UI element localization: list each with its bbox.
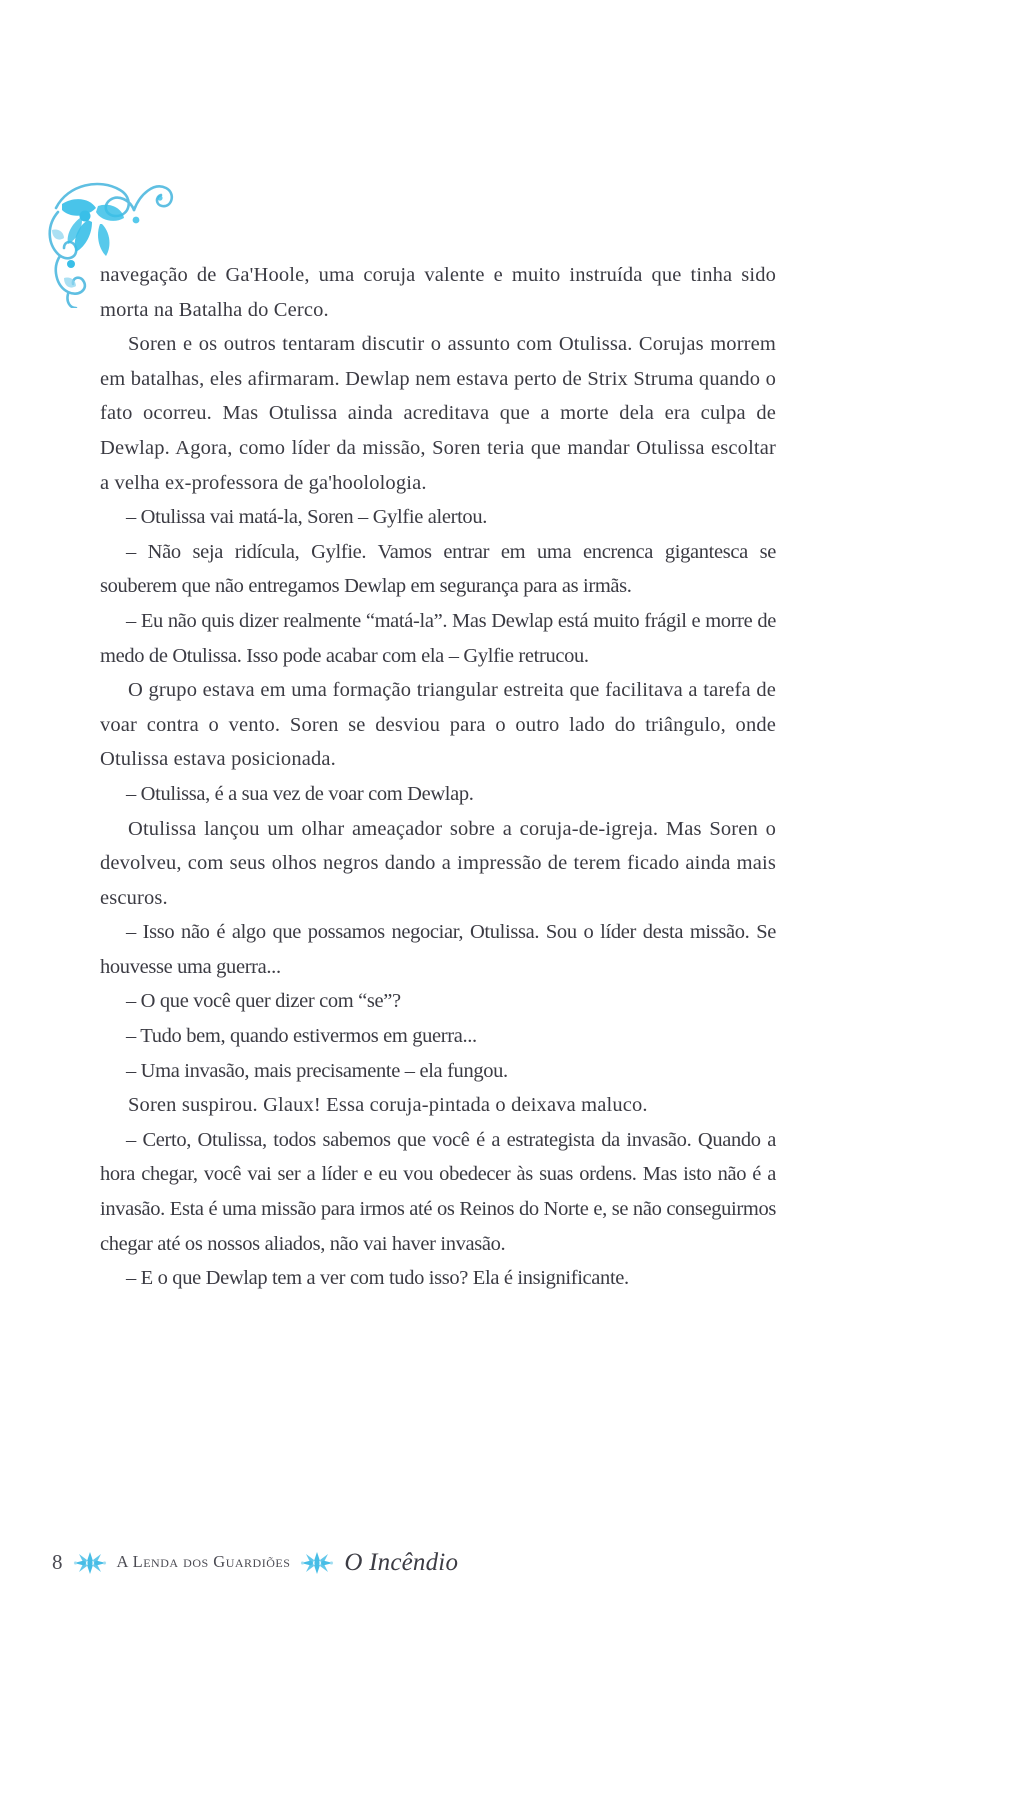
page-number: 8 — [52, 1549, 63, 1574]
paragraph-continuation: navegação de Ga'Hoole, uma coruja valente e muito instruída que tinha sido morta na Batalha do Cerco. — [100, 264, 776, 321]
dialogue-line: – Isso não é algo que possamos negociar, Otulissa. Sou o líder desta missão. Se houvesse uma guerra... — [100, 921, 776, 978]
dialogue-line: – Uma invasão, mais precisamente – ela fungou. — [126, 1059, 508, 1082]
dialogue-line: – E o que Dewlap tem a ver com tudo isso? Ela é insignificante. — [126, 1267, 629, 1290]
dialogue-line: – O que você quer dizer com “se”? — [126, 990, 401, 1013]
paragraph: Soren e os outros tentaram discutir o assunto com Otulissa. Corujas morrem em batalhas, eles afirmaram. Dewlap nem estava perto de Strix Struma quando o fato ocorreu. Mas Otulissa ainda acreditava que a morte dela era culpa de Dewlap. Agora, como líder da missão, Soren teria que mandar Otulissa escoltar a velha ex-professora de ga'hoolologia. — [100, 333, 776, 494]
snowflake-ornament — [300, 1550, 334, 1576]
book-volume-title: O Incêndio — [344, 1549, 459, 1576]
book-series-title: A Lenda dos Guardiões — [116, 1552, 291, 1571]
dialogue-line: – Não seja ridícula, Gylfie. Vamos entrar em uma encrenca gigantesca se souberem que não entregamos Dewlap em segurança para as irmãs. — [100, 540, 776, 598]
body-text-column — [100, 258, 776, 1296]
running-footer — [52, 1548, 458, 1576]
dialogue-line: – Otulissa, é a sua vez de voar com Dewlap. — [126, 782, 474, 805]
paragraph: Soren suspirou. Glaux! Essa coruja-pintada o deixava maluco. — [128, 1094, 648, 1117]
paragraph: O grupo estava em uma formação triangular estreita que facilitava a tarefa de voar contra o vento. Soren se desviou para o outro lado do triângulo, onde Otulissa estava posicionada. — [100, 679, 776, 771]
paragraph: Otulissa lançou um olhar ameaçador sobre a coruja-de-igreja. Mas Soren o devolveu, com seus olhos negros dando a impressão de terem ficado ainda mais escuros. — [100, 817, 776, 909]
snowflake-ornament — [73, 1550, 107, 1576]
dialogue-line: – Eu não quis dizer realmente “matá-la”. Mas Dewlap está muito frágil e morre de medo de Otulissa. Isso pode acabar com ela – Gylfie retrucou. — [100, 609, 776, 667]
dialogue-line: – Otulissa vai matá-la, Soren – Gylfie alertou. — [126, 506, 487, 529]
dialogue-line: – Certo, Otulissa, todos sabemos que você é a estrategista da invasão. Quando a hora chegar, você vai ser a líder e eu vou obedecer às suas ordens. Mas isto não é a invasão. Esta é uma missão para irmos até os Reinos do Norte e, se não conseguirmos chegar até os nossos aliados, não vai haver invasão. — [100, 1128, 776, 1255]
dialogue-line: – Tudo bem, quando estivermos em guerra... — [126, 1025, 477, 1048]
